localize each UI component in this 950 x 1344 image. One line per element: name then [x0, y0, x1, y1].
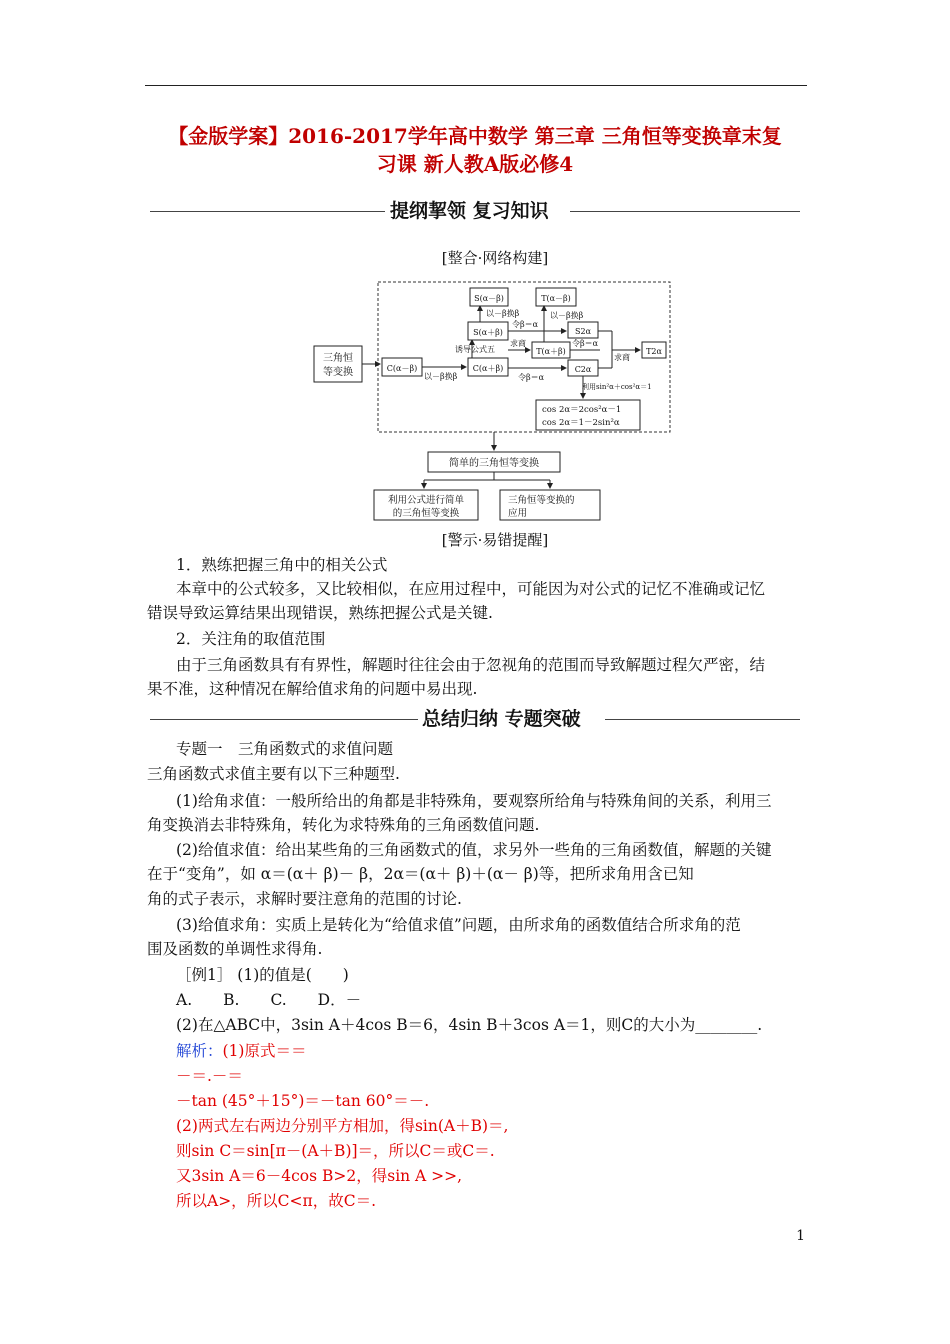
solution-line-3: －tan (45°＋15°)＝－tan 60°＝－. — [176, 1092, 430, 1110]
knowledge-network-diagram — [300, 276, 690, 522]
solution-line-4: (2)两式左右两边分别平方相加，得sin(A＋B)＝, — [176, 1117, 509, 1135]
type-1-line-2: 角变换消去非特殊角，转化为求特殊角的三角函数值问题. — [147, 816, 540, 834]
s-minus-label: S(α－β) — [474, 294, 504, 303]
topic-1-intro: 三角函数式求值主要有以下三种题型. — [147, 765, 400, 783]
section-heading-1 — [150, 196, 800, 226]
title-line-1: 【金版学案】2016-2017学年高中数学 第三章 三角恒等变换章末复 — [168, 124, 782, 148]
edge-quot-1: 求商 — [510, 339, 526, 348]
title-line-2: 习课 新人教A版必修4 — [376, 152, 574, 176]
heading-rule-left — [150, 211, 385, 212]
warning-item-1-title: 1．熟练把握三角中的相关公式 — [176, 556, 388, 574]
section-heading-2-text: 总结归纳 专题突破 — [422, 708, 581, 730]
c2a-label: C2α — [574, 365, 592, 374]
edge-let-2: 令β＝α — [572, 339, 599, 348]
svg-text:三角恒: 三角恒 — [323, 353, 353, 364]
use-formula-line-2: 的三角恒等变换 — [392, 508, 460, 519]
use-formula-line-1: 利用公式进行简单 — [387, 495, 465, 506]
type-3-line-2: 围及函数的单调性求得角. — [147, 940, 323, 958]
t-minus-label: T(α－β) — [541, 294, 571, 303]
top-rule — [145, 85, 807, 86]
edge-neg-beta-3: 以－β换β — [550, 311, 584, 320]
example-options: A. B. C. D．－ — [176, 991, 362, 1009]
type-1-line-1: (1)给角求值：一般所给出的角都是非特殊角，要观察所给角与特殊角间的关系，利用三 — [176, 792, 772, 810]
section-heading-2 — [150, 704, 800, 734]
solution-label-text: 解析： — [176, 1042, 223, 1060]
heading-rule-right-2 — [605, 719, 800, 720]
solution-line-6: 又3sin A＝6－4cos B>2，得sin A >>, — [176, 1167, 463, 1185]
edge-quot-2: 求商 — [614, 353, 630, 362]
root-label: 等变换 — [323, 367, 353, 378]
edge-neg-beta-1: 以－β换β — [424, 372, 458, 381]
example-question-2: (2)在△ABC中，3sin A＋4cos B＝6，4sin B＋3cos A＝1，则C的大小为________. — [176, 1016, 763, 1034]
heading-rule-right — [570, 211, 800, 212]
warning-item-1-line-2: 错误导致运算结果出现错误，熟练把握公式是关键. — [147, 604, 493, 622]
warning-item-2-line-1: 由于三角函数具有有界性，解题时往往会由于忽视角的范围而导致解题过程欠严密，结 — [176, 656, 766, 674]
cos-formula-2: cos 2α＝1－2sin²α — [542, 418, 620, 428]
type-2-line-3: 角的式子表示，求解时要注意角的范围的讨论. — [147, 890, 462, 908]
edge-induce: 诱导公式五 — [455, 345, 495, 354]
edge-neg-beta-2: 以－β换β — [486, 309, 520, 318]
topic-1-title: 专题一 三角函数式的求值问题 — [176, 740, 394, 758]
example-question-1: ［例1］ (1)的值是( ) — [176, 966, 349, 984]
edge-let-3: 令β＝α — [518, 373, 545, 382]
warning-item-1-line-1: 本章中的公式较多，又比较相似，在应用过程中，可能因为对公式的记忆不准确或记忆 — [176, 580, 766, 598]
document-title — [130, 122, 820, 178]
cos-formula-1: cos 2α＝2cos²α－1 — [542, 405, 622, 415]
t-plus-label: T(α＋β) — [536, 347, 566, 356]
warning-item-2-line-2: 果不准，这种情况在解给值求角的问题中易出现. — [147, 680, 478, 698]
warning-item-2-title: 2．关注角的取值范围 — [176, 630, 326, 648]
s2a-label: S2α — [575, 327, 591, 336]
solution-line-1: (1)原式＝＝ — [222, 1042, 307, 1060]
solution-line-2: －＝.－＝ — [176, 1067, 243, 1085]
c-plus-label: C(α＋β) — [472, 364, 504, 373]
edge-sincos: 利用sin²α＋cos²α＝1 — [582, 383, 652, 391]
s-plus-label: S(α＋β) — [473, 328, 503, 337]
type-2-line-2: 在于“变角”，如 α＝(α＋ β)－ β，2α＝(α＋ β)＋(α－ β)等，把所求角用含已知 — [147, 865, 694, 883]
type-2-line-1: (2)给值求值：给出某些角的三角函数式的值，求另外一些角的三角函数值，解题的关键 — [176, 841, 772, 859]
c-minus-label: C(α－β) — [386, 364, 418, 373]
simple-transform-label: 简单的三角恒等变换 — [449, 458, 539, 469]
solution-line-7: 所以A>，所以C<π，故C＝. — [176, 1192, 377, 1210]
type-3-line-1: (3)给值求角：实质上是转化为“给值求值”问题，由所求角的函数值结合所求角的范 — [176, 916, 741, 934]
solution-label — [176, 1039, 306, 1063]
edge-let-1: 令β＝α — [512, 320, 539, 329]
warning-label: [警示·易错提醒] — [441, 531, 549, 549]
t2a-label: T2α — [646, 347, 662, 356]
section-heading-1-text: 提纲挈领 复习知识 — [390, 200, 549, 222]
heading-rule-left-2 — [150, 719, 418, 720]
solution-line-5: 则sin C＝sin[π－(A＋B)]＝，所以C＝或C＝. — [176, 1142, 495, 1160]
application-line-1: 三角恒等变换的 — [508, 495, 575, 506]
network-label: [整合·网络构建] — [441, 249, 549, 267]
application-line-2: 应用 — [508, 508, 528, 519]
page-number: 1 — [796, 1228, 805, 1244]
